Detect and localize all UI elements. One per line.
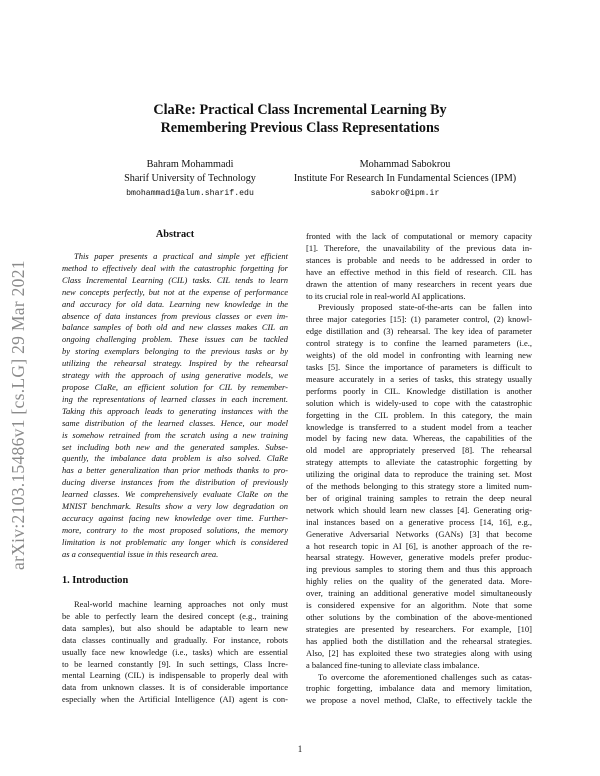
text-line: measure accurately in a series of tasks, this strategy usually bbox=[306, 373, 532, 384]
text-line: to its crucial role in real-world AI applications. bbox=[306, 290, 466, 301]
text-line: ing the representations of learned classes in each increment. bbox=[62, 393, 288, 404]
abstract-body bbox=[62, 251, 288, 561]
text-line: data samples), but also should be adaptable to learn new bbox=[62, 622, 288, 633]
text-line: old model are appropriately preserved [8]. The rehearsal bbox=[306, 445, 532, 456]
text-line: ducing diverse instances from the distribution of previously bbox=[62, 477, 288, 488]
text-line: especially when the Artificial Intelligence (AI) agent is con- bbox=[62, 694, 288, 705]
author-affiliation: Sharif University of Technology bbox=[124, 173, 256, 184]
arxiv-identifier: arXiv:2103.15486v1 [cs.LG] 29 Mar 2021 bbox=[8, 260, 28, 570]
text-line: has applied both the distillation and the rehearsal strategies. bbox=[306, 635, 532, 646]
text-line: absence of data instances from previous classes or even im- bbox=[62, 310, 288, 321]
text-line: set including both new and the generated samples. Subse- bbox=[62, 441, 288, 452]
text-line: network which should learn new classes [4]. Generating orig- bbox=[306, 504, 532, 515]
text-line: control strategy is to confine the learned parameters (i.e., bbox=[306, 338, 532, 349]
text-line: and accuracy for old data. Learning new knowledge in the bbox=[62, 298, 288, 309]
text-line: over, training an additional generative model simultaneously bbox=[306, 588, 532, 599]
text-line: hearsal strategy. However, generative models prefer produc- bbox=[306, 552, 532, 563]
text-line: inal instances based on a generative process [14, 16], e.g., bbox=[306, 516, 532, 527]
abstract-heading: Abstract bbox=[155, 229, 195, 240]
text-line: performs poorly in CIL. Knowledge distillation is another bbox=[306, 385, 532, 396]
text-line: Previously proposed state-of-the-arts can be fallen into bbox=[318, 302, 532, 313]
text-line: weights) of the old model in confronting with learning new bbox=[306, 350, 532, 361]
author-email[interactable]: bmohammadi@alum.sharif.edu bbox=[126, 189, 254, 198]
text-line: ber of original training samples to retrain the deep neural bbox=[306, 492, 532, 503]
text-line: Class Incremental Learning (CIL) tasks. CIL tends to learn bbox=[62, 274, 288, 285]
text-line: same distribution of the learned classes. Hence, our model bbox=[62, 417, 288, 428]
introduction-body bbox=[62, 599, 288, 706]
text-line: a balanced fine-tuning to alleviate class imbalance. bbox=[306, 659, 480, 670]
text-line: tasks [5]. Since the importance of parameters is difficult to bbox=[306, 361, 532, 372]
text-line: usually face new knowledge (i.e., tasks) which are essential bbox=[62, 646, 288, 657]
author-block bbox=[255, 158, 555, 202]
page-number: 1 bbox=[297, 744, 303, 754]
text-line: by storing exemplars belonging to the previous tasks or by bbox=[62, 346, 288, 357]
author-name: Mohammad Sabokrou bbox=[359, 159, 451, 170]
author-name: Bahram Mohammadi bbox=[146, 159, 234, 170]
text-line: ing previous samples to storing them and thus this approach bbox=[306, 564, 532, 575]
text-line: is somehow retrained from the scratch using a new training bbox=[62, 429, 288, 440]
text-line: stances is probable and needs to be addressed in order to bbox=[306, 254, 532, 265]
text-line: have an effective method in this field of research. CIL has bbox=[306, 266, 532, 277]
text-line: be able to perfectly learn the desired concept (e.g., training bbox=[62, 610, 288, 621]
text-line: drawn the attention of many researchers in recent years due bbox=[306, 278, 532, 289]
text-line: ongoing challenging problem. These issues can be tackled bbox=[62, 334, 288, 345]
text-line: highly relies on the quality of the generated data. More- bbox=[306, 576, 532, 587]
author-affiliation: Institute For Research In Fundamental Sciences (IPM) bbox=[293, 173, 517, 184]
title-line-2: Remembering Previous Class Representations bbox=[160, 120, 440, 136]
text-line: edge distillation and (3) rehearsal. The key idea of parameter bbox=[306, 326, 532, 337]
section-heading-introduction: 1. Introduction bbox=[62, 575, 129, 586]
text-line: MNIST benchmark. Results show a very low degradation on bbox=[62, 501, 288, 512]
title-line-1: ClaRe: Practical Class Incremental Learning By bbox=[153, 102, 447, 118]
text-line: of the methods belonging to this strategy store a limited num- bbox=[306, 481, 532, 492]
text-line: more, contrary to the most proposed solutions, the memory bbox=[62, 524, 288, 535]
text-line: This paper presents a practical and simple yet efficient bbox=[74, 251, 288, 261]
text-line: mental Learning (CIL) is indispensable to properly deal with bbox=[62, 670, 288, 681]
right-column-body bbox=[306, 231, 532, 707]
text-line: as a consequential issue in this research area. bbox=[62, 548, 219, 559]
text-line: strategy with the approach of using generative models, we bbox=[62, 370, 288, 381]
text-line: method to effectively deal with the catastrophic forgetting for bbox=[62, 262, 288, 273]
paper-title bbox=[60, 101, 540, 137]
text-line: solution which is widely-used to cope with the catastrophic bbox=[306, 397, 532, 408]
text-line: strategies are presented by researchers. For example, [10] bbox=[306, 623, 532, 634]
text-line: utilizing the rehearsal strategy. Inspired by the rehearsal bbox=[62, 358, 288, 369]
text-line: fronted with the lack of computational or memory capacity bbox=[306, 231, 532, 241]
text-line: strategy attempts to alleviate the catastrophic forgetting by bbox=[306, 457, 532, 468]
text-line: propose ClaRe, an efficient solution for CIL by remember- bbox=[62, 381, 288, 392]
text-line: a hot research topic in AI [6], is another approach of the re- bbox=[306, 540, 532, 551]
text-line: utilizing the original data to reproduce the training set. Most bbox=[306, 469, 532, 480]
text-line: Generative Adversarial Networks (GANs) [3] that become bbox=[306, 528, 532, 539]
text-line: data classes continually and gradually. For instance, robots bbox=[62, 634, 288, 645]
text-line: new concepts perfectly, but not at the expense of performance bbox=[62, 286, 288, 297]
text-line: quently, the imbalance data problem is also solved. ClaRe bbox=[62, 453, 288, 464]
text-line: we propose a novel method, ClaRe, to effectively tackle the bbox=[306, 695, 532, 706]
text-line: trophic forgetting, imbalance data and memory limitation, bbox=[306, 683, 532, 694]
text-line: forgetting in the CIL problem. In this category, the main bbox=[306, 409, 532, 420]
text-line: limitation is not problematic any longer which is considered bbox=[62, 536, 288, 547]
text-line: To overcome the aforementioned challenges such as catas- bbox=[318, 671, 532, 682]
text-line: data from unknown classes. It is of considerable importance bbox=[62, 682, 288, 693]
text-line: Real-world machine learning approaches not only must bbox=[74, 599, 288, 609]
text-line: other solutions by the combination of the above-mentioned bbox=[306, 612, 532, 622]
text-line: knowledge is transferred to a student model from a teacher bbox=[306, 421, 532, 432]
text-line: learned classes. We comprehensively evaluate ClaRe on the bbox=[62, 489, 288, 500]
text-line: to be learned constantly [9]. In such settings, Class Incre- bbox=[62, 658, 288, 669]
text-line: Also, [2] has exploited these two strategies along with using bbox=[306, 647, 532, 658]
text-line: accuracy against facing new knowledge over time. Further- bbox=[62, 512, 288, 523]
text-line: three major categories [15]: (1) parameter control, (2) knowl- bbox=[306, 314, 532, 325]
text-line: balance samples of both old and new classes makes CIL an bbox=[62, 322, 288, 333]
text-line: model by facing new data. Whereas, the capabilities of the bbox=[306, 433, 532, 444]
text-line: has a better generalization than prior methods thanks to pro- bbox=[62, 465, 288, 476]
author-email[interactable]: sabokro@ipm.ir bbox=[370, 189, 440, 198]
text-line: is considered expensive for an algorithm. Note that some bbox=[306, 600, 532, 611]
text-line: Taking this approach leads to generating instances with the bbox=[62, 405, 288, 416]
text-line: [1]. Therefore, the unavailability of the previous data in- bbox=[306, 242, 532, 253]
